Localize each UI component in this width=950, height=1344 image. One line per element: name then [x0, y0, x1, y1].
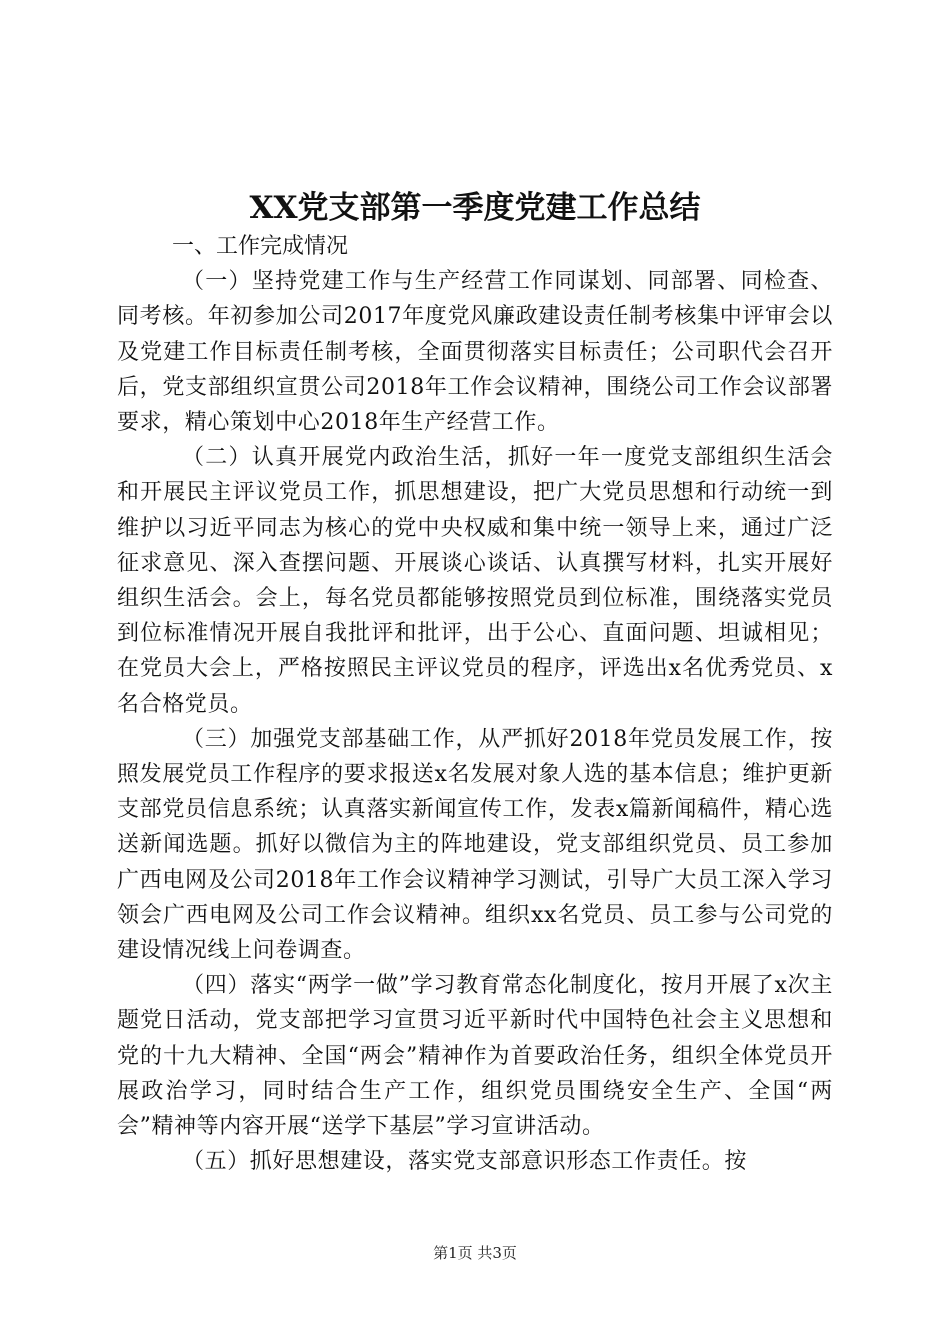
- section-heading: 一、工作完成情况: [172, 234, 349, 259]
- paragraph-4: （四）落实“两学一做”学习教育常态化制度化，按月开展了x次主题党日活动，党支部把学习宣贯习近平新时代中国特色社会主义思想和党的十九大精神、全国“两会”精神作为首要政治任务，组织全体党员开展政治学习，同时结合生产工作，组织党员围绕安全生产、全国“两会”精神等内容开展“送学下基层”学习宣讲活动。: [117, 973, 833, 1140]
- document-body: [117, 229, 833, 1179]
- paragraph-3: （三）加强党支部基础工作，从严抓好2018年党员发展工作，按照发展党员工作程序的要求报送x名发展对象人选的基本信息；维护更新支部党员信息系统；认真落实新闻宣传工作，发表x篇新闻稿件，精心选送新闻选题。抓好以微信为主的阵地建设，党支部组织党员、员工参加广西电网及公司2018年工作会议精神学习测试，引导广大员工深入学习领会广西电网及公司工作会议精神。组织xx名党员、员工参与公司党的建设情况线上问卷调查。: [117, 726, 833, 964]
- page-number-footer: 第1页 共3页: [433, 1244, 517, 1262]
- paragraph-1: （一）坚持党建工作与生产经营工作同谋划、同部署、同检查、同考核。年初参加公司2017年度党风廉政建设责任制考核集中评审会以及党建工作目标责任制考核，全面贯彻落实目标责任；公司职代会召开后，党支部组织宣贯公司2018年工作会议精神，围绕公司工作会议部署要求，精心策划中心2018年生产经营工作。: [117, 269, 833, 436]
- paragraph-2: （二）认真开展党内政治生活，抓好一年一度党支部组织生活会和开展民主评议党员工作，抓思想建设，把广大党员思想和行动统一到维护以习近平同志为核心的党中央权威和集中统一领导上来，通过广泛征求意见、深入查摆问题、开展谈心谈话、认真撰写材料，扎实开展好组织生活会。会上，每名党员都能够按照党员到位标准，围绕落实党员到位标准情况开展自我批评和批评，出于公心、直面问题、坦诚相见；在党员大会上，严格按照民主评议党员的程序，评选出x名优秀党员、x名合格党员。: [117, 445, 833, 717]
- paragraph-5: （五）抓好思想建设，落实党支部意识形态工作责任。按: [182, 1149, 748, 1175]
- document-title: XX党支部第一季度党建工作总结: [249, 190, 701, 226]
